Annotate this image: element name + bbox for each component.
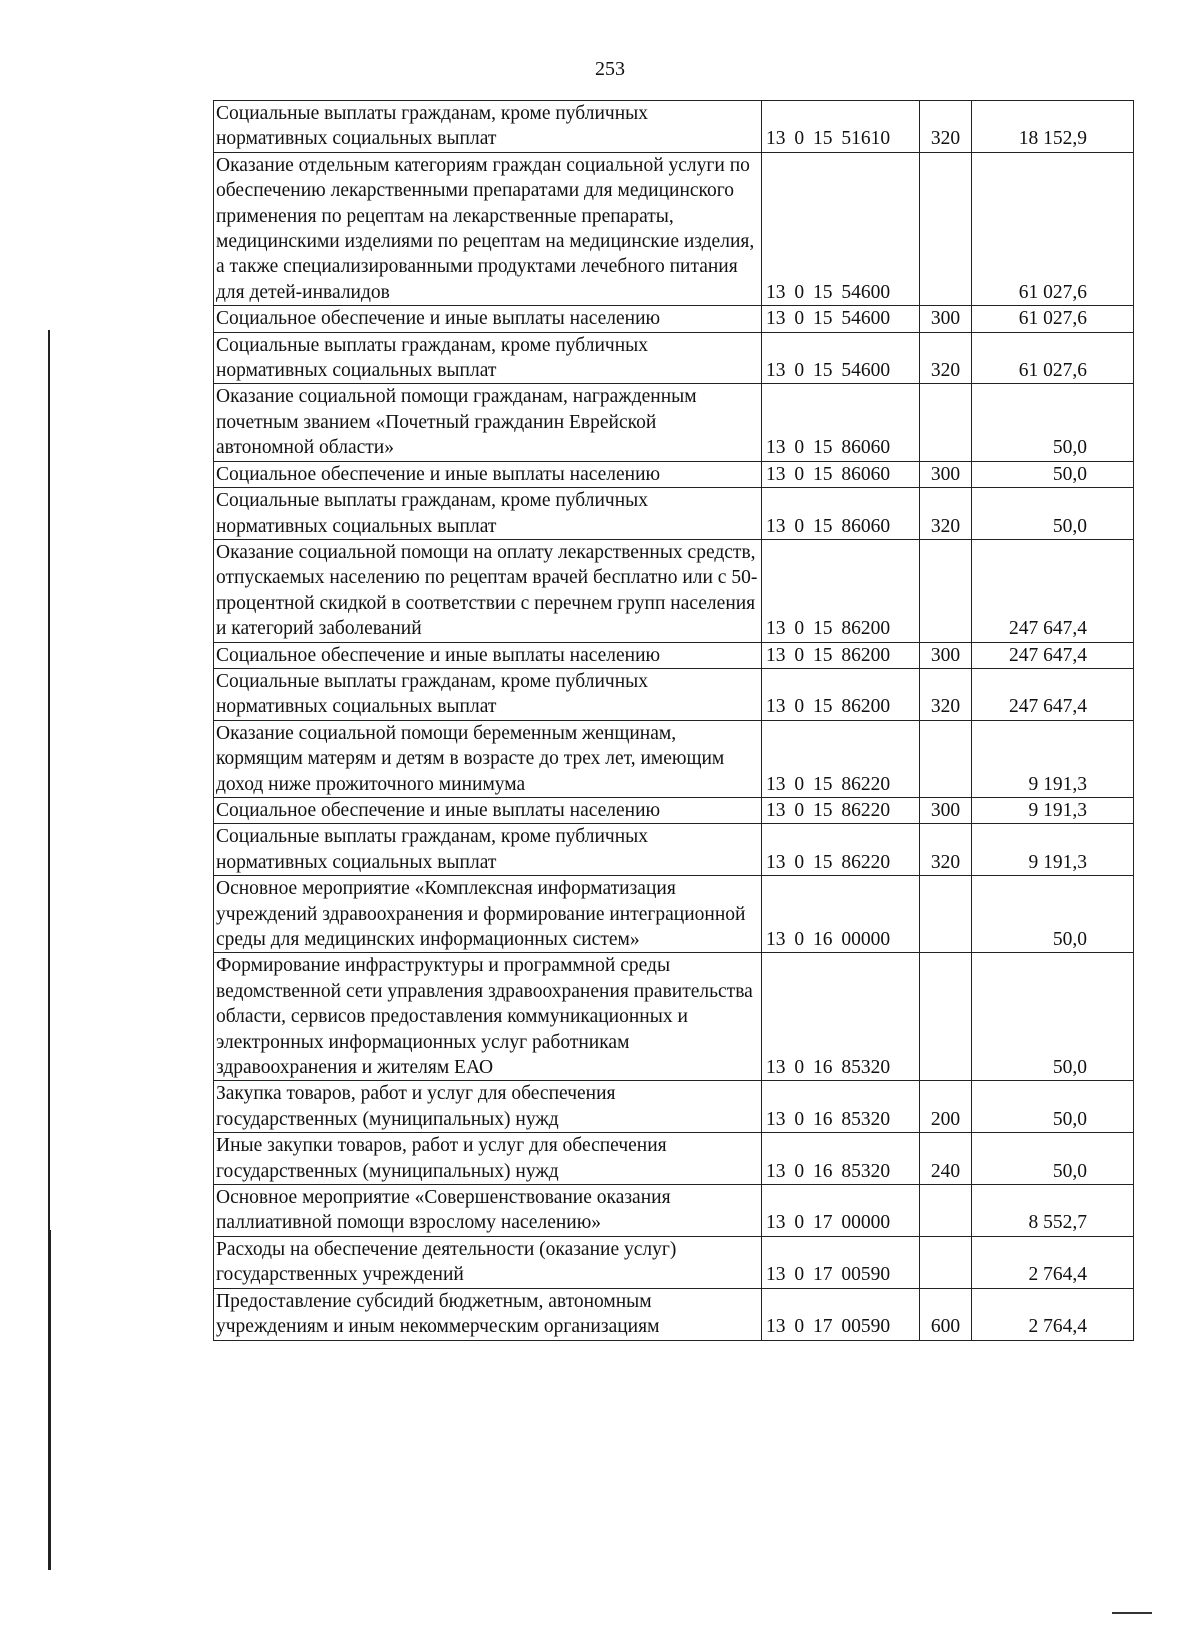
expense-name-cell: Оказание социальной помощи на оплату лекарственных средств, отпускаемых населению по рецептам врачей бесплатно или с 50-процентной скидкой в соответствии с перечнем групп населения и категорий заболеваний xyxy=(214,539,762,642)
table-row xyxy=(214,1236,1134,1288)
table-row xyxy=(214,1081,1134,1133)
expense-type-cell xyxy=(920,720,972,797)
expense-name-cell: Оказание социальной помощи беременным женщинам, кормящим матерям и детям в возрасте до трех лет, имеющим доход ниже прожиточного минимума xyxy=(214,720,762,797)
table-row xyxy=(214,797,1134,823)
table-row xyxy=(214,876,1134,953)
target-article-cell: 13 0 15 86060 xyxy=(762,384,920,461)
amount-cell: 61 027,6 xyxy=(972,306,1134,332)
target-article-cell: 13 0 17 00000 xyxy=(762,1185,920,1237)
amount-cell: 50,0 xyxy=(972,1133,1134,1185)
amount-cell: 2 764,4 xyxy=(972,1236,1134,1288)
expense-name-cell: Иные закупки товаров, работ и услуг для обеспечения государственных (муниципальных) нужд xyxy=(214,1133,762,1185)
expense-type-cell: 320 xyxy=(920,668,972,720)
expense-name-cell: Социальные выплаты гражданам, кроме публичных нормативных социальных выплат xyxy=(214,101,762,153)
expense-name-cell: Социальное обеспечение и иные выплаты населению xyxy=(214,642,762,668)
expense-name-cell: Оказание социальной помощи гражданам, награжденным почетным званием «Почетный гражданин Еврейской автономной области» xyxy=(214,384,762,461)
expense-type-cell: 320 xyxy=(920,824,972,876)
expense-name-cell: Социальные выплаты гражданам, кроме публичных нормативных социальных выплат xyxy=(214,488,762,540)
amount-cell: 247 647,4 xyxy=(972,539,1134,642)
table-row xyxy=(214,1288,1134,1340)
target-article-cell: 13 0 16 85320 xyxy=(762,1133,920,1185)
target-article-cell: 13 0 16 85320 xyxy=(762,1081,920,1133)
table-row xyxy=(214,461,1134,487)
page-number: 253 xyxy=(595,58,625,80)
table-row xyxy=(214,539,1134,642)
table-row xyxy=(214,720,1134,797)
expense-name-cell: Закупка товаров, работ и услуг для обеспечения государственных (муниципальных) нужд xyxy=(214,1081,762,1133)
expense-name-cell: Социальное обеспечение и иные выплаты населению xyxy=(214,461,762,487)
amount-cell: 50,0 xyxy=(972,1081,1134,1133)
table-row xyxy=(214,332,1134,384)
target-article-cell: 13 0 15 86220 xyxy=(762,720,920,797)
amount-cell: 9 191,3 xyxy=(972,720,1134,797)
target-article-cell: 13 0 15 86220 xyxy=(762,797,920,823)
target-article-cell: 13 0 15 86220 xyxy=(762,824,920,876)
expense-type-cell xyxy=(920,1236,972,1288)
expense-type-cell xyxy=(920,384,972,461)
table-row xyxy=(214,488,1134,540)
table-row xyxy=(214,1185,1134,1237)
target-article-cell: 13 0 15 54600 xyxy=(762,332,920,384)
target-article-cell: 13 0 15 51610 xyxy=(762,101,920,153)
amount-cell: 8 552,7 xyxy=(972,1185,1134,1237)
expense-type-cell: 300 xyxy=(920,797,972,823)
expense-name-cell: Предоставление субсидий бюджетным, автономным учреждениям и иным некоммерческим организациям xyxy=(214,1288,762,1340)
target-article-cell: 13 0 17 00590 xyxy=(762,1236,920,1288)
expense-name-cell: Оказание отдельным категориям граждан социальной услуги по обеспечению лекарственными препаратами для медицинского применения по рецептам на лекарственные препараты, медицинскими изделиями по рецептам на медицинские изделия, а также специализированными продуктами лечебного питания для детей-инвалидов xyxy=(214,152,762,305)
target-article-cell: 13 0 16 85320 xyxy=(762,953,920,1081)
amount-cell: 61 027,6 xyxy=(972,332,1134,384)
expense-name-cell: Социальные выплаты гражданам, кроме публичных нормативных социальных выплат xyxy=(214,824,762,876)
target-article-cell: 13 0 15 86200 xyxy=(762,642,920,668)
expense-name-cell: Социальные выплаты гражданам, кроме публичных нормативных социальных выплат xyxy=(214,668,762,720)
expense-name-cell: Основное мероприятие «Комплексная информатизация учреждений здравоохранения и формирование интеграционной среды для медицинских информационных систем» xyxy=(214,876,762,953)
target-article-cell: 13 0 16 00000 xyxy=(762,876,920,953)
expense-name-cell: Формирование инфраструктуры и программной среды ведомственной сети управления здравоохранения правительства области, сервисов предоставления коммуникационных и электронных информационных услуг работникам здравоохранения и жителям ЕАО xyxy=(214,953,762,1081)
target-article-cell: 13 0 17 00590 xyxy=(762,1288,920,1340)
amount-cell: 2 764,4 xyxy=(972,1288,1134,1340)
target-article-cell: 13 0 15 86200 xyxy=(762,539,920,642)
table-row xyxy=(214,642,1134,668)
amount-cell: 50,0 xyxy=(972,876,1134,953)
expense-type-cell xyxy=(920,152,972,305)
target-article-cell: 13 0 15 54600 xyxy=(762,306,920,332)
amount-cell: 18 152,9 xyxy=(972,101,1134,153)
amount-cell: 247 647,4 xyxy=(972,668,1134,720)
expense-type-cell: 320 xyxy=(920,101,972,153)
expense-type-cell: 320 xyxy=(920,332,972,384)
amount-cell: 61 027,6 xyxy=(972,152,1134,305)
expense-type-cell: 600 xyxy=(920,1288,972,1340)
expense-name-cell: Основное мероприятие «Совершенствование оказания паллиативной помощи взрослому населению» xyxy=(214,1185,762,1237)
table-row xyxy=(214,152,1134,305)
page-corner-mark xyxy=(1112,1612,1152,1614)
expense-type-cell xyxy=(920,1185,972,1237)
expense-type-cell: 200 xyxy=(920,1081,972,1133)
expense-type-cell: 240 xyxy=(920,1133,972,1185)
margin-binding-line xyxy=(48,330,50,1230)
expense-type-cell: 300 xyxy=(920,306,972,332)
table-row xyxy=(214,1133,1134,1185)
expense-type-cell: 300 xyxy=(920,642,972,668)
budget-table xyxy=(213,100,1134,1341)
table-row xyxy=(214,824,1134,876)
amount-cell: 9 191,3 xyxy=(972,824,1134,876)
expense-name-cell: Социальное обеспечение и иные выплаты населению xyxy=(214,797,762,823)
budget-table-body xyxy=(214,101,1134,1341)
target-article-cell: 13 0 15 86060 xyxy=(762,461,920,487)
target-article-cell: 13 0 15 86200 xyxy=(762,668,920,720)
expense-type-cell xyxy=(920,953,972,1081)
table-row xyxy=(214,101,1134,153)
target-article-cell: 13 0 15 54600 xyxy=(762,152,920,305)
table-row xyxy=(214,953,1134,1081)
table-row xyxy=(214,306,1134,332)
table-row xyxy=(214,384,1134,461)
amount-cell: 9 191,3 xyxy=(972,797,1134,823)
amount-cell: 50,0 xyxy=(972,384,1134,461)
margin-binding-line-lower xyxy=(48,1230,51,1570)
amount-cell: 50,0 xyxy=(972,488,1134,540)
expense-type-cell xyxy=(920,876,972,953)
expense-type-cell: 300 xyxy=(920,461,972,487)
expense-type-cell: 320 xyxy=(920,488,972,540)
expense-name-cell: Социальные выплаты гражданам, кроме публичных нормативных социальных выплат xyxy=(214,332,762,384)
expense-type-cell xyxy=(920,539,972,642)
amount-cell: 50,0 xyxy=(972,461,1134,487)
expense-name-cell: Социальное обеспечение и иные выплаты населению xyxy=(214,306,762,332)
amount-cell: 247 647,4 xyxy=(972,642,1134,668)
amount-cell: 50,0 xyxy=(972,953,1134,1081)
table-row xyxy=(214,668,1134,720)
expense-name-cell: Расходы на обеспечение деятельности (оказание услуг) государственных учреждений xyxy=(214,1236,762,1288)
target-article-cell: 13 0 15 86060 xyxy=(762,488,920,540)
